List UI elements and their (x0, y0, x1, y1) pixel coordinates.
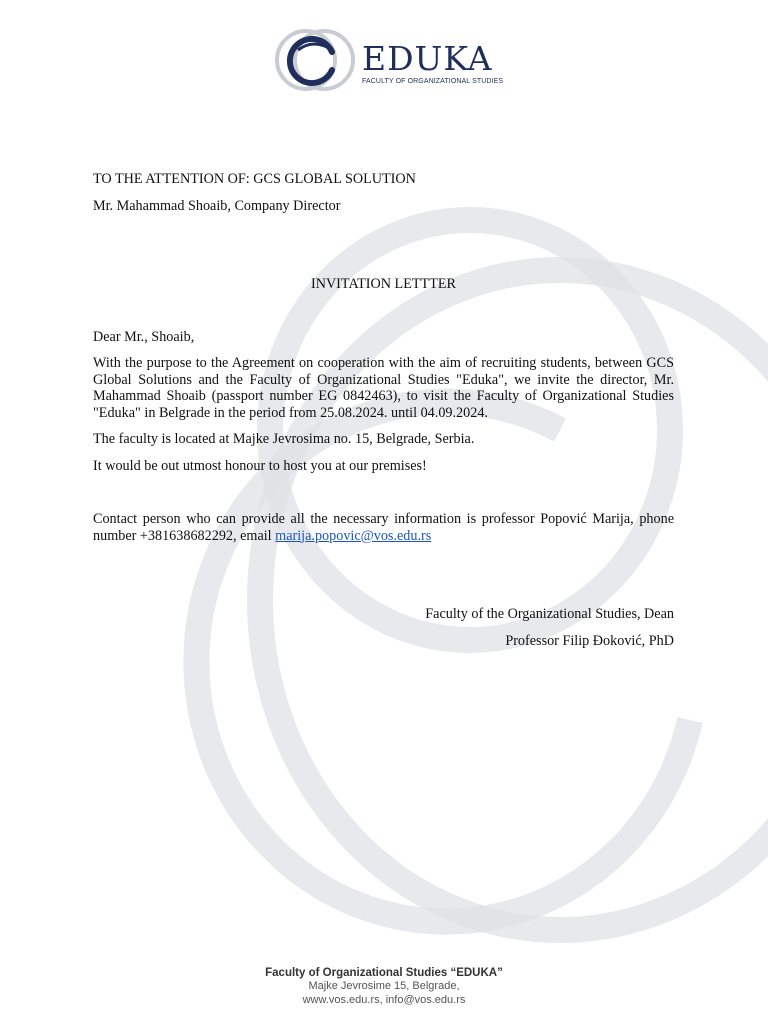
paragraph-invitation: With the purpose to the Agreement on cooperation with the aim of recruiting students, between GCS Global Solutions and the Faculty of Organizational Studies "Eduka", we invite the director, Mr. Mahammad Shoaib (passport number EG 0842463), to visit the Faculty of Organizational Studies "Eduka" in Belgrade in the period from 25.08.2024. until 04.09.2024. (93, 355, 674, 421)
eduka-emblem-icon (274, 22, 358, 100)
attention-line: TO THE ATTENTION OF: GCS GLOBAL SOLUTION (93, 171, 416, 187)
footer-title: Faculty of Organizational Studies “EDUKA” (265, 967, 503, 979)
letter-title: INVITATION LETTTER (310, 276, 457, 292)
signature-name: Professor Filip Đoković, PhD (505, 632, 674, 649)
contact-text: Contact person who can provide all the necessary information is professor Popović Marija, phone number +381638682292, email (93, 511, 674, 544)
logo-subtitle: FACULTY OF ORGANIZATIONAL STUDIES (362, 78, 504, 85)
paragraph-location: The faculty is located at Majke Jevrosima no. 15, Belgrade, Serbia. (93, 431, 475, 447)
logo-wordmark: EDUKA (362, 39, 493, 78)
contact-email-link[interactable]: marija.popovic@vos.edu.rs (275, 527, 432, 544)
footer-web-email: www.vos.edu.rs, info@vos.edu.rs (302, 993, 466, 1006)
signature-institution: Faculty of the Organizational Studies, Dean (425, 606, 674, 622)
salutation: Dear Mr., Shoaib, (93, 328, 195, 345)
letter-body (93, 171, 674, 649)
paragraph-contact (93, 511, 674, 544)
letter-footer (0, 966, 768, 1007)
footer-address: Majke Jevrosime 15, Belgrade, (308, 980, 460, 992)
recipient-name: Mr. Mahammad Shoaib, Company Director (93, 197, 341, 214)
eduka-logo (274, 22, 504, 100)
paragraph-honour: It would be out utmost honour to host you at our premises! (93, 457, 427, 474)
